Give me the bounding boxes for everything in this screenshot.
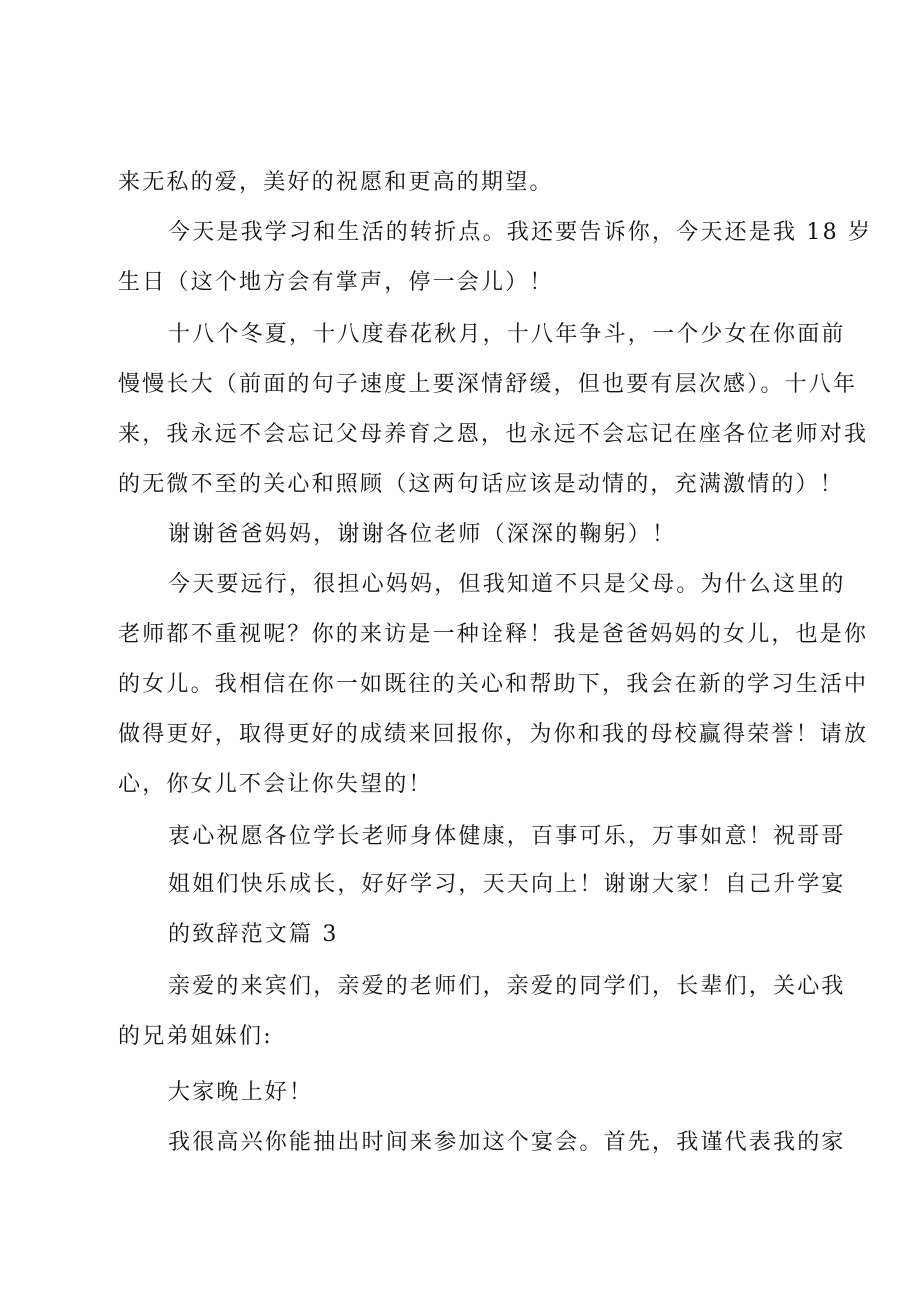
text-line: 十八个冬夏，十八度春花秋月，十八年争斗，一个少女在你面前 <box>168 322 846 347</box>
text-line: 谢谢爸爸妈妈，谢谢各位老师（深深的鞠躬）！ <box>168 522 677 547</box>
text-line: 今天是我学习和生活的转折点。我还要告诉你，今天还是我 18 岁 <box>168 220 873 245</box>
text-line: 心，你女儿不会让你失望的！ <box>118 772 433 797</box>
text-line: 的兄弟姐妹们: <box>118 1024 273 1049</box>
text-line: 的女儿。我相信在你一如既往的关心和帮助下，我会在新的学习生活中 <box>118 672 869 697</box>
text-line: 来无私的爱，美好的祝愿和更高的期望。 <box>118 170 554 195</box>
text-line: 我很高兴你能抽出时间来参加这个宴会。首先，我谨代表我的家 <box>168 1130 846 1155</box>
text-line: 老师都不重视呢？你的来访是一种诠释！我是爸爸妈妈的女儿，也是你 <box>118 622 869 647</box>
text-line: 亲爱的来宾们，亲爱的老师们，亲爱的同学们，长辈们，关心我 <box>168 974 846 999</box>
text-line: 做得更好，取得更好的成绩来回报你，为你和我的母校赢得荣誉！请放 <box>118 722 869 747</box>
text-line: 姐姐们快乐成长，好好学习，天天向上！谢谢大家！自己升学宴 <box>168 872 846 897</box>
section-heading: 的致辞范文篇 3 <box>168 922 339 947</box>
text-line: 来，我永远不会忘记父母养育之恩，也永远不会忘记在座各位老师对我 <box>118 422 869 447</box>
text-line: 生日（这个地方会有掌声，停一会儿）！ <box>118 270 554 295</box>
text-line: 今天要远行，很担心妈妈，但我知道不只是父母。为什么这里的 <box>168 572 846 597</box>
text-line: 慢慢长大（前面的句子速度上要深情舒缓，但也要有层次感）。十八年 <box>118 372 858 397</box>
text-line: 衷心祝愿各位学长老师身体健康，百事可乐，万事如意！祝哥哥 <box>168 824 846 849</box>
text-line: 大家晚上好！ <box>168 1080 314 1105</box>
text-line: 的无微不至的关心和照顾（这两句话应该是动情的，充满激情的）！ <box>118 472 845 497</box>
